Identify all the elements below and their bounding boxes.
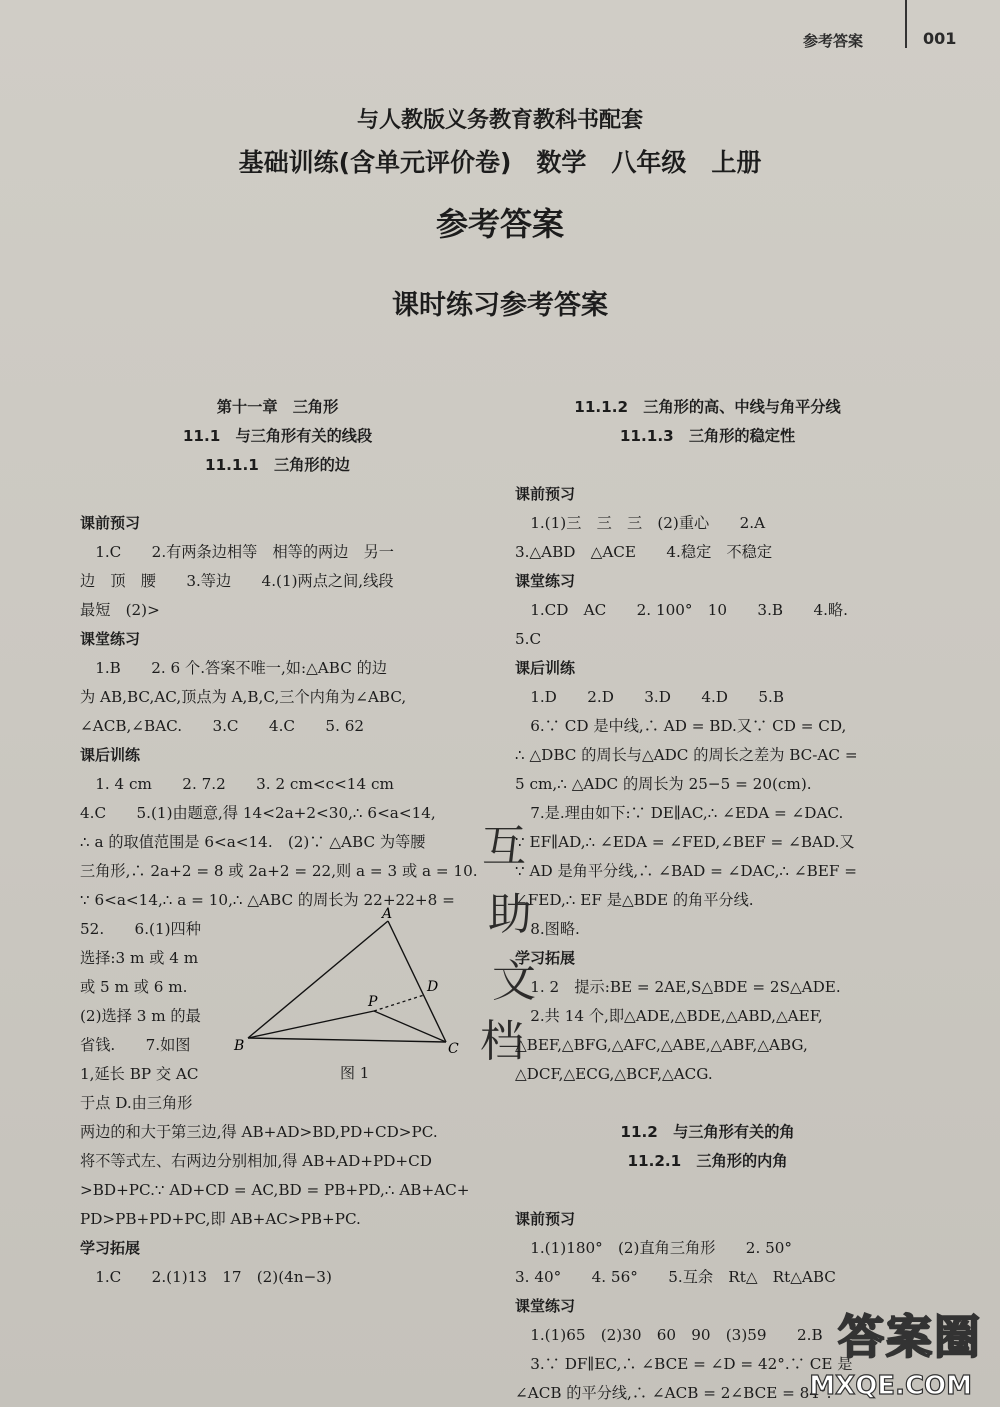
- watermark-logo: 答案圈: [838, 1310, 982, 1364]
- page-number: 001: [923, 29, 957, 48]
- section-title: 课时练习参考答案: [392, 290, 608, 321]
- right-line: 11.1.2 三角形的高、中线与角平分线: [574, 398, 841, 416]
- left-line: 课堂练习: [80, 630, 141, 648]
- left-line: (2)选择 3 m 的最: [80, 1007, 201, 1025]
- right-line: ∠ACB 的平分线,∴ ∠ACB = 2∠BCE = 84°.: [515, 1384, 832, 1402]
- left-line: ∴ a 的取值范围是 6<a<14. (2)∵ △ABC 为等腰: [80, 833, 426, 851]
- left-line: 课后训练: [80, 746, 141, 764]
- left-column: [80, 393, 478, 1292]
- left-line: >BD+PC.∵ AD+CD = AC,BD = PB+PD,∴ AB+AC+: [80, 1181, 470, 1199]
- right-line: ∠FED,∴ EF 是△BDE 的角平分线.: [515, 891, 754, 909]
- left-line: 于点 D.由三角形: [80, 1094, 193, 1112]
- left-line: 课前预习: [80, 514, 141, 532]
- right-line: 8.图略.: [515, 920, 580, 938]
- label-d: D: [427, 979, 439, 995]
- answer-title: 参考答案: [435, 205, 564, 243]
- right-column: [515, 393, 900, 1407]
- handwriting-3: 文: [492, 956, 536, 1007]
- right-line: 3.△ABD △ACE 4.稳定 不稳定: [515, 543, 773, 561]
- label-p: P: [368, 994, 378, 1010]
- right-line: 课堂练习: [515, 572, 576, 590]
- right-line: ∴ △DBC 的周长与△ADC 的周长之差为 BC-AC =: [515, 746, 858, 764]
- left-line: 两边的和大于第三边,得 AB+AD>BD,PD+CD>PC.: [80, 1123, 438, 1141]
- edge-ab: [248, 921, 388, 1038]
- right-line: 6.∵ CD 是中线,∴ AD = BD.又∵ CD = CD,: [515, 717, 847, 735]
- right-line: 2.共 14 个,即△ADE,△BDE,△ABD,△AEF,: [515, 1007, 823, 1025]
- left-line: 省钱. 7.如图: [80, 1036, 191, 1054]
- right-line: 3. 40° 4. 56° 5.互余 Rt△ Rt△ABC: [515, 1268, 836, 1286]
- right-line: [515, 451, 900, 480]
- right-line: 课前预习: [515, 1210, 576, 1228]
- right-line: 1.(1)三 三 三 (2)重心 2.A: [515, 514, 766, 532]
- right-line: 课后训练: [515, 659, 576, 677]
- right-line: 1. 2 提示:BE = 2AE,S△BDE = 2S△ADE.: [515, 978, 841, 996]
- left-line: 选择:3 m 或 4 m: [80, 949, 199, 967]
- right-line: △BEF,△BFG,△AFC,△ABE,△ABF,△ABG,: [515, 1036, 808, 1054]
- segment-pd: [374, 995, 424, 1011]
- left-line: 三角形,∴ 2a+2 = 8 或 2a+2 = 22,则 a = 3 或 a = 10.: [80, 862, 478, 880]
- left-line: 1.C 2.(1)13 17 (2)(4n−3): [80, 1268, 332, 1286]
- right-line: 5 cm,∴ △ADC 的周长为 25−5 = 20(cm).: [515, 775, 812, 793]
- edge-bc: [248, 1038, 446, 1042]
- left-line: 将不等式左、右两边分别相加,得 AB+AD+PD+CD: [80, 1152, 432, 1170]
- right-line: ∵ AD 是角平分线,∴ ∠BAD = ∠DAC,∴ ∠BEF =: [515, 862, 857, 880]
- right-line: 课前预习: [515, 485, 576, 503]
- label-b: B: [234, 1038, 245, 1054]
- left-line: 1.B 2. 6 个.答案不唯一,如:△ABC 的边: [80, 659, 388, 677]
- running-header: 参考答案: [803, 32, 864, 50]
- handwriting-4: 档: [480, 1016, 524, 1067]
- left-line: PD>PB+PD+PC,即 AB+AC>PB+PC.: [80, 1210, 361, 1228]
- left-line: [80, 480, 475, 509]
- left-line: ∵ 6<a<14,∴ a = 10,∴ △ABC 的周长为 22+22+8 =: [80, 891, 455, 909]
- left-line: 52. 6.(1)四种: [80, 920, 201, 938]
- left-line: 1. 4 cm 2. 7.2 3. 2 cm<c<14 cm: [80, 775, 394, 793]
- handwriting-2: 助: [488, 889, 532, 940]
- left-line: 或 5 m 或 6 m.: [80, 978, 188, 996]
- right-line: 11.1.3 三角形的稳定性: [619, 427, 796, 445]
- right-line: 11.2 与三角形有关的角: [620, 1123, 795, 1141]
- right-line: 1.(1)65 (2)30 60 90 (3)59 2.B: [515, 1326, 823, 1344]
- right-line: 7.是.理由如下:∵ DE∥AC,∴ ∠EDA = ∠DAC.: [515, 804, 844, 822]
- right-line: ∵ EF∥AD,∴ ∠EDA = ∠FED,∠BEF = ∠BAD.又: [515, 833, 855, 851]
- left-line: 11.1.1 三角形的边: [205, 456, 350, 474]
- left-line: 1,延长 BP 交 AC: [80, 1065, 199, 1083]
- left-line: 第十一章 三角形: [216, 398, 339, 416]
- right-line: 5.C: [515, 630, 542, 648]
- left-line: 最短 (2)>: [80, 601, 160, 619]
- left-line: 1.C 2.有两条边相等 相等的两边 另一: [80, 543, 394, 561]
- right-line: 1.D 2.D 3.D 4.D 5.B: [515, 688, 785, 706]
- left-line: 11.1 与三角形有关的线段: [182, 427, 373, 445]
- handwriting-1: 互: [482, 821, 526, 872]
- label-c: C: [448, 1041, 459, 1057]
- right-line: △DCF,△ECG,△BCF,△ACG.: [515, 1065, 713, 1083]
- segment-pc: [374, 1011, 446, 1042]
- subtitle: 与人教版义务教育教科书配套: [356, 108, 643, 133]
- right-line: [515, 1176, 900, 1205]
- left-line: 边 顶 腰 3.等边 4.(1)两点之间,线段: [80, 572, 394, 590]
- right-line: [515, 1089, 900, 1118]
- triangle-figure: [228, 905, 468, 1085]
- right-line: 课堂练习: [515, 1297, 576, 1315]
- right-line: 1.CD AC 2. 100° 10 3.B 4.略.: [515, 601, 848, 619]
- left-line: 学习拓展: [80, 1239, 141, 1257]
- figure-caption: 图 1: [340, 1064, 370, 1082]
- label-a: A: [382, 906, 393, 922]
- left-line: 4.C 5.(1)由题意,得 14<2a+2<30,∴ 6<a<14,: [80, 804, 436, 822]
- book-title: 基础训练(含单元评价卷) 数学 八年级 上册: [238, 148, 762, 177]
- left-line: ∠ACB,∠BAC. 3.C 4.C 5. 62: [80, 717, 365, 735]
- right-line: 学习拓展: [515, 949, 576, 967]
- right-line: 3.∵ DF∥EC,∴ ∠BCE = ∠D = 42°.∵ CE 是: [515, 1355, 853, 1373]
- right-line: 11.2.1 三角形的内角: [627, 1152, 788, 1170]
- watermark-url: MXQE.COM: [809, 1371, 972, 1401]
- left-line: 为 AB,BC,AC,顶点为 A,B,C,三个内角为∠ABC,: [80, 688, 407, 706]
- right-line: 1.(1)180° (2)直角三角形 2. 50°: [515, 1239, 793, 1257]
- header-rule: [905, 0, 907, 48]
- segment-bp: [248, 1011, 374, 1038]
